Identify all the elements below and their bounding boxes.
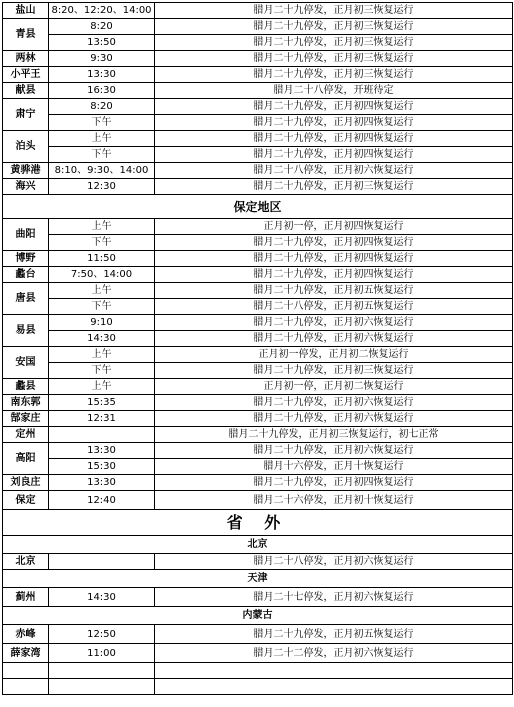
section-title-outside: 省 外 — [3, 510, 513, 536]
service-note: 腊月二十九停发，正月初三恢复运行 — [155, 51, 513, 67]
service-note: 腊月二十九停发，正月初三恢复运行，初七正常 — [155, 427, 513, 443]
departure-time: 12:40 — [49, 491, 155, 510]
schedule-row — [3, 35, 513, 51]
departure-time: 上午 — [49, 131, 155, 147]
departure-time: 11:00 — [49, 644, 155, 663]
region-title-baoding-row — [3, 195, 513, 219]
schedule-row — [3, 588, 513, 607]
schedule-row — [3, 395, 513, 411]
service-note: 腊月二十九停发，正月初四恢复运行 — [155, 99, 513, 115]
schedule-row — [3, 459, 513, 475]
departure-time: 12:31 — [49, 411, 155, 427]
service-note: 腊月二十九停发，正月初三恢复运行 — [155, 19, 513, 35]
schedule-row — [3, 131, 513, 147]
schedule-row — [3, 347, 513, 363]
schedule-row — [3, 235, 513, 251]
schedule-body — [3, 3, 513, 695]
service-note: 腊月二十九停发，正月初三恢复运行 — [155, 67, 513, 83]
station-name: 易县 — [3, 315, 49, 347]
departure-time: 13:30 — [49, 475, 155, 491]
empty-cell — [3, 679, 49, 695]
station-name: 肃宁 — [3, 99, 49, 131]
station-name: 南东郭 — [3, 395, 49, 411]
station-name: 蠡县 — [3, 379, 49, 395]
service-note: 腊月二十九停发，正月初四恢复运行 — [155, 235, 513, 251]
service-note: 腊月二十八停发，正月初六恢复运行 — [155, 554, 513, 570]
station-name: 两林 — [3, 51, 49, 67]
section-title-outside-row — [3, 510, 513, 536]
schedule-row — [3, 644, 513, 663]
departure-time: 14:30 — [49, 588, 155, 607]
station-name: 高阳 — [3, 443, 49, 475]
departure-time: 下午 — [49, 115, 155, 131]
service-note: 腊月二十九停发，正月初四恢复运行 — [155, 475, 513, 491]
schedule-row — [3, 67, 513, 83]
departure-time: 11:50 — [49, 251, 155, 267]
schedule-row — [3, 379, 513, 395]
service-note: 腊月二十九停发，正月初三恢复运行 — [155, 3, 513, 19]
schedule-row — [3, 299, 513, 315]
empty-cell — [49, 663, 155, 679]
station-name: 赤峰 — [3, 625, 49, 644]
departure-time: 14:30 — [49, 331, 155, 347]
departure-time: 7:50、14:00 — [49, 267, 155, 283]
station-name: 保定 — [3, 491, 49, 510]
schedule-row — [3, 83, 513, 99]
service-note: 腊月二十九停发，正月初四恢复运行 — [155, 115, 513, 131]
schedule-row — [3, 19, 513, 35]
schedule-row — [3, 179, 513, 195]
departure-time: 15:30 — [49, 459, 155, 475]
region-title-beijing-row — [3, 536, 513, 554]
station-name: 蓟州 — [3, 588, 49, 607]
departure-time: 8:20 — [49, 99, 155, 115]
station-name: 刘良庄 — [3, 475, 49, 491]
service-note: 腊月二十八停发，开班待定 — [155, 83, 513, 99]
service-note: 腊月二十九停发，正月初三恢复运行 — [155, 35, 513, 51]
departure-time: 上午 — [49, 219, 155, 235]
empty-row — [3, 663, 513, 679]
region-title-beijing: 北京 — [3, 536, 513, 554]
station-name: 盐山 — [3, 3, 49, 19]
service-note: 正月初一停，正月初二恢复运行 — [155, 379, 513, 395]
schedule-row — [3, 491, 513, 510]
schedule-row — [3, 411, 513, 427]
station-name: 蠡台 — [3, 267, 49, 283]
schedule-table — [2, 2, 513, 695]
departure-time: 13:30 — [49, 67, 155, 83]
departure-time: 上午 — [49, 379, 155, 395]
service-note: 正月初一停发，正月初二恢复运行 — [155, 347, 513, 363]
region-title-baoding: 保定地区 — [3, 195, 513, 219]
schedule-row — [3, 554, 513, 570]
schedule-row — [3, 331, 513, 347]
service-note: 腊月二十八停发，正月初六恢复运行 — [155, 163, 513, 179]
station-name: 安国 — [3, 347, 49, 379]
schedule-row — [3, 99, 513, 115]
schedule-row — [3, 315, 513, 331]
departure-time: 12:50 — [49, 625, 155, 644]
departure-time — [49, 427, 155, 443]
schedule-row — [3, 3, 513, 19]
station-name: 黄骅港 — [3, 163, 49, 179]
schedule-row — [3, 443, 513, 459]
schedule-row — [3, 251, 513, 267]
station-name: 北京 — [3, 554, 49, 570]
empty-cell — [155, 679, 513, 695]
departure-time: 上午 — [49, 283, 155, 299]
empty-cell — [3, 663, 49, 679]
empty-row — [3, 679, 513, 695]
departure-time: 13:50 — [49, 35, 155, 51]
departure-time — [49, 554, 155, 570]
departure-time: 16:30 — [49, 83, 155, 99]
schedule-row — [3, 475, 513, 491]
station-name: 博野 — [3, 251, 49, 267]
departure-time: 13:30 — [49, 443, 155, 459]
departure-time: 9:10 — [49, 315, 155, 331]
empty-cell — [155, 663, 513, 679]
schedule-row — [3, 115, 513, 131]
station-name: 曲阳 — [3, 219, 49, 251]
station-name: 郜家庄 — [3, 411, 49, 427]
departure-time: 下午 — [49, 235, 155, 251]
departure-time: 15:35 — [49, 395, 155, 411]
service-note: 腊月二十七停发，正月初六恢复运行 — [155, 588, 513, 607]
station-name: 薛家湾 — [3, 644, 49, 663]
departure-time: 8:20 — [49, 19, 155, 35]
service-note: 腊月二十九停发，正月初六恢复运行 — [155, 443, 513, 459]
station-name: 定州 — [3, 427, 49, 443]
service-note: 腊月二十八停发，正月初五恢复运行 — [155, 299, 513, 315]
schedule-row — [3, 625, 513, 644]
schedule-row — [3, 147, 513, 163]
service-note: 腊月十六停发，正月十恢复运行 — [155, 459, 513, 475]
service-note: 腊月二十九停发，正月初三恢复运行 — [155, 179, 513, 195]
station-name: 青县 — [3, 19, 49, 51]
service-note: 腊月二十九停发，正月初五恢复运行 — [155, 283, 513, 299]
departure-time: 下午 — [49, 147, 155, 163]
service-note: 腊月二十九停发，正月初五恢复运行 — [155, 625, 513, 644]
departure-time: 下午 — [49, 299, 155, 315]
schedule-sheet — [2, 2, 512, 695]
service-note: 腊月二十九停发，正月初四恢复运行 — [155, 251, 513, 267]
departure-time: 下午 — [49, 363, 155, 379]
departure-time: 9:30 — [49, 51, 155, 67]
schedule-row — [3, 363, 513, 379]
station-name: 海兴 — [3, 179, 49, 195]
service-note: 腊月二十九停发，正月初三恢复运行 — [155, 363, 513, 379]
service-note: 腊月二十九停发，正月初六恢复运行 — [155, 315, 513, 331]
station-name: 小平王 — [3, 67, 49, 83]
service-note: 腊月二十九停发，正月初六恢复运行 — [155, 395, 513, 411]
schedule-row — [3, 283, 513, 299]
service-note: 腊月二十九停发，正月初六恢复运行 — [155, 411, 513, 427]
schedule-row — [3, 267, 513, 283]
service-note: 腊月二十六停发，正月初十恢复运行 — [155, 491, 513, 510]
station-name: 泊头 — [3, 131, 49, 163]
region-title-tianjin: 天津 — [3, 570, 513, 588]
service-note: 腊月二十九停发，正月初四恢复运行 — [155, 267, 513, 283]
service-note: 腊月二十九停发，正月初四恢复运行 — [155, 147, 513, 163]
station-name: 唐县 — [3, 283, 49, 315]
service-note: 腊月二十九停发，正月初四恢复运行 — [155, 131, 513, 147]
region-title-neimenggu: 内蒙古 — [3, 607, 513, 625]
service-note: 正月初一停，正月初四恢复运行 — [155, 219, 513, 235]
service-note: 腊月二十九停发，正月初六恢复运行 — [155, 331, 513, 347]
schedule-row — [3, 219, 513, 235]
service-note: 腊月二十二停发，正月初六恢复运行 — [155, 644, 513, 663]
departure-time: 8:10、9:30、14:00 — [49, 163, 155, 179]
schedule-row — [3, 427, 513, 443]
departure-time: 12:30 — [49, 179, 155, 195]
station-name: 献县 — [3, 83, 49, 99]
departure-time: 8:20、12:20、14:00 — [49, 3, 155, 19]
region-title-tianjin-row — [3, 570, 513, 588]
region-title-neimenggu-row — [3, 607, 513, 625]
departure-time: 上午 — [49, 347, 155, 363]
schedule-row — [3, 163, 513, 179]
empty-cell — [49, 679, 155, 695]
schedule-row — [3, 51, 513, 67]
